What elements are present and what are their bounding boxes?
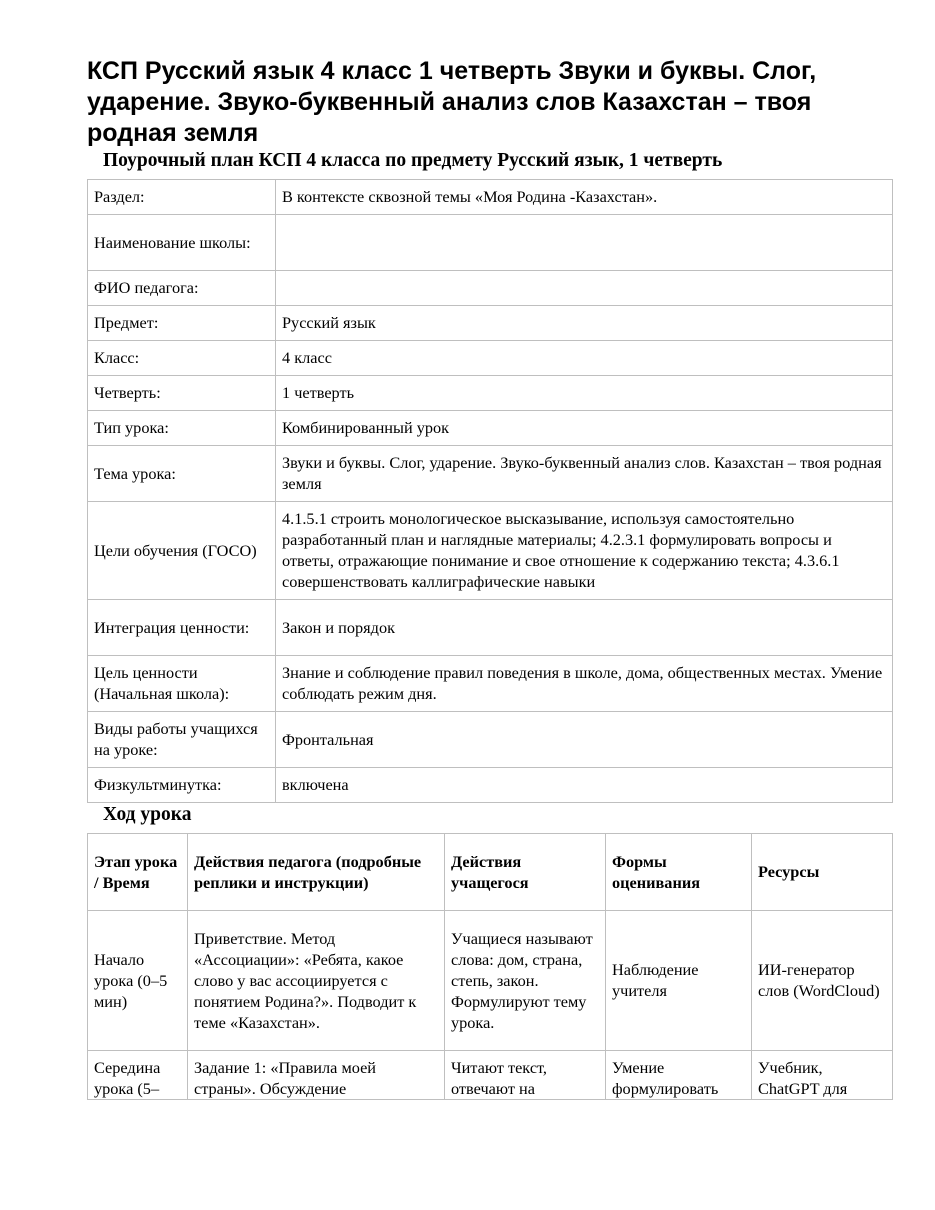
assessment-cell (606, 1051, 752, 1100)
info-row-teacher (88, 271, 893, 306)
header-stage: Этап урока / Время (88, 834, 188, 911)
info-row-goals (88, 502, 893, 600)
teacher-actions-cell: Приветствие. Метод «Ассоциации»: «Ребята, какое слово у вас ассоциируется с понятием Родина?». Подводит к теме «Казахстан». (188, 911, 445, 1051)
info-row-value-goal (88, 656, 893, 712)
header-resources: Ресурсы (752, 834, 893, 911)
table-row (88, 911, 893, 1051)
resources-cell (752, 1051, 893, 1100)
student-actions-cell: Учащиеся называют слова: дом, страна, степь, закон. Формулируют тему урока. (445, 911, 606, 1051)
teacher-actions-cell (188, 1051, 445, 1100)
resources-cell: ИИ-генератор слов (WordCloud) (752, 911, 893, 1051)
lesson-info-table (87, 179, 893, 803)
info-value: включена (276, 768, 893, 803)
info-label: Виды работы учащихся на уроке: (88, 712, 276, 768)
info-label: Цели обучения (ГОСО) (88, 502, 276, 600)
info-value: Звуки и буквы. Слог, ударение. Звуко-буквенный анализ слов. Казахстан – твоя родная земля (276, 446, 893, 502)
info-value: 4 класс (276, 341, 893, 376)
plan-heading: Поурочный план КСП 4 класса по предмету Русский язык, 1 четверть (103, 150, 723, 171)
document-title: КСП Русский язык 4 класс 1 четверть Звуки и буквы. Слог, ударение. Звуко-буквенный анализ слов Казахстан – твоя родная земля (87, 57, 817, 147)
info-row-quarter (88, 376, 893, 411)
info-label: Тип урока: (88, 411, 276, 446)
progress-header-row (88, 834, 893, 911)
info-value: Комбинированный урок (276, 411, 893, 446)
info-row-work-types (88, 712, 893, 768)
lesson-progress-heading: Ход урока (103, 804, 192, 825)
info-label: Физкультминутка: (88, 768, 276, 803)
info-label: Наименование школы: (88, 215, 276, 271)
header-assessment: Формы оценивания (606, 834, 752, 911)
info-row-exercise-break (88, 768, 893, 803)
student-actions-text: Читают текст, отвечают на (451, 1058, 548, 1098)
lesson-progress-table (87, 833, 893, 1100)
info-value: Русский язык (276, 306, 893, 341)
info-row-lesson-type (88, 411, 893, 446)
assessment-cell: Наблюдение учителя (606, 911, 752, 1051)
info-row-section (88, 180, 893, 215)
info-value: 1 четверть (276, 376, 893, 411)
info-value: Знание и соблюдение правил поведения в школе, дома, общественных местах. Умение соблюдать режим дня. (276, 656, 893, 712)
table-row (88, 1051, 893, 1100)
info-row-subject (88, 306, 893, 341)
info-label: Интеграция ценности: (88, 600, 276, 656)
info-value: В контексте сквозной темы «Моя Родина -Казахстан». (276, 180, 893, 215)
info-label: Тема урока: (88, 446, 276, 502)
info-row-school (88, 215, 893, 271)
info-label: Класс: (88, 341, 276, 376)
teacher-actions-text: Задание 1: «Правила моей страны». Обсуждение (194, 1058, 377, 1098)
info-row-grade (88, 341, 893, 376)
stage-text: Середина урока (5– (94, 1058, 161, 1098)
header-teacher-actions: Действия педагога (подробные реплики и инструкции) (188, 834, 445, 911)
document-page (87, 56, 893, 1100)
stage-cell: Начало урока (0–5 мин) (88, 911, 188, 1051)
info-label: Четверть: (88, 376, 276, 411)
info-row-topic (88, 446, 893, 502)
info-value (276, 271, 893, 306)
info-row-value-integration (88, 600, 893, 656)
info-value (276, 215, 893, 271)
resources-text: Учебник, ChatGPT для (758, 1058, 848, 1098)
header-student-actions: Действия учащегося (445, 834, 606, 911)
info-value: Закон и порядок (276, 600, 893, 656)
info-value: 4.1.5.1 строить монологическое высказывание, используя самостоятельно разработанный план и наглядные материалы; 4.2.3.1 формулировать вопросы и ответы, отражающие понимание и свое отношение к содержанию текста; 4.3.6.1 совершенствовать каллиграфические навыки (276, 502, 893, 600)
info-value: Фронтальная (276, 712, 893, 768)
info-label: Цель ценности (Начальная школа): (88, 656, 276, 712)
info-label: ФИО педагога: (88, 271, 276, 306)
info-label: Предмет: (88, 306, 276, 341)
info-label: Раздел: (88, 180, 276, 215)
student-actions-cell (445, 1051, 606, 1100)
stage-cell (88, 1051, 188, 1100)
assessment-text: Умение формулировать (612, 1058, 719, 1098)
